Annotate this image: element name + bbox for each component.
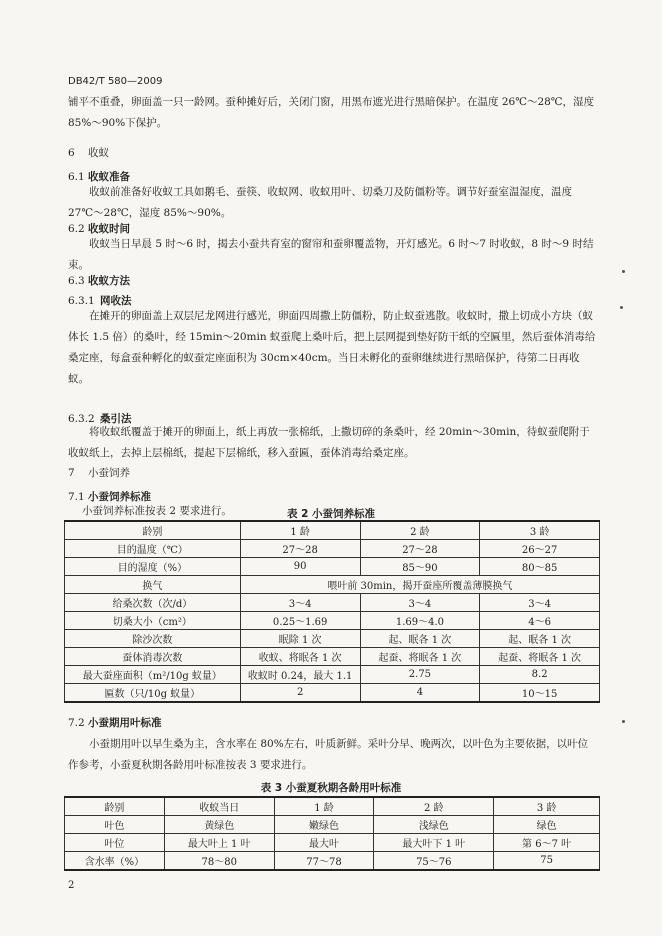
row-label: 目的温度（℃） bbox=[65, 540, 241, 558]
section-6-1-text: 收蚁前准备好收蚁工具如鹅毛、蚕筷、收蚁网、收蚁用叶、切桑刀及防僵粉等。调节好蚕室温湿度，温度 27℃～28℃，湿度 85%～90%。 bbox=[68, 186, 572, 219]
table-cell: 绿色 bbox=[494, 816, 600, 834]
intro-paragraph: 铺平不重叠，卵面盖一只一龄网。蚕种摊好后，关闭门窗，用黑布遮光进行黑暗保护。在温度 26℃～28℃，湿度 85%～90%下保护。 bbox=[68, 96, 595, 129]
section-6-2-text: 收蚁当日早晨 5 时～6 时，揭去小蚕共育室的窗帘和蚕卵覆盖物，开灯感光。6 时～7 时收蚁，8 时～9 时结束。 bbox=[68, 238, 594, 271]
table-cell: 0.25～1.69 bbox=[240, 612, 360, 630]
section-title: 网收法 bbox=[100, 295, 132, 307]
row-label: 换气 bbox=[65, 576, 241, 594]
section-title: 收蚁 bbox=[88, 147, 109, 159]
header-cell: 2 龄 bbox=[374, 797, 494, 816]
table-cell: 75～76 bbox=[374, 852, 494, 871]
table-cell: 眠除 1 次 bbox=[240, 630, 360, 648]
table-header-row bbox=[65, 521, 600, 540]
table-cell: 75 bbox=[494, 852, 600, 871]
document-id: DB42/T 580—2009 bbox=[68, 76, 163, 87]
row-label: 目的湿度（%） bbox=[65, 558, 241, 576]
table-row bbox=[65, 852, 600, 871]
table-cell: 3～4 bbox=[480, 594, 600, 612]
table-cell: 85～90 bbox=[360, 558, 480, 576]
table-cell: 起、眠各 1 次 bbox=[480, 630, 600, 648]
header-cell: 1 龄 bbox=[274, 797, 374, 816]
row-label: 含水率（%） bbox=[65, 852, 165, 871]
section-7-2-heading bbox=[68, 716, 162, 730]
header-cell: 龄别 bbox=[65, 521, 241, 540]
row-label: 叶位 bbox=[65, 834, 165, 852]
table-cell: 起、眠各 1 次 bbox=[360, 630, 480, 648]
table-cell: 最大叶下 1 叶 bbox=[374, 834, 494, 852]
row-label: 蚕体消毒次数 bbox=[65, 648, 241, 666]
table-row bbox=[65, 666, 600, 684]
table-cell: 嫩绿色 bbox=[274, 816, 374, 834]
table-row bbox=[65, 540, 600, 558]
section-number: 6 bbox=[68, 147, 75, 159]
page-number: 2 bbox=[68, 880, 75, 891]
table-2 bbox=[64, 520, 600, 703]
section-title: 收蚁方法 bbox=[88, 275, 130, 287]
table-cell: 2 bbox=[240, 684, 360, 703]
scan-speck bbox=[622, 270, 625, 273]
section-number: 6.3.2 bbox=[68, 413, 95, 425]
scan-speck bbox=[622, 720, 625, 723]
section-number: 6.3.1 bbox=[68, 295, 95, 307]
section-title: 收蚁准备 bbox=[88, 171, 130, 183]
table-cell: 1.69～4.0 bbox=[360, 612, 480, 630]
table-row bbox=[65, 630, 600, 648]
table-cell: 最大叶上 1 叶 bbox=[164, 834, 274, 852]
table-cell: 8.2 bbox=[480, 666, 600, 684]
table-cell: 3～4 bbox=[360, 594, 480, 612]
section-7-1-sentence: 小蚕饲养标准按表 2 要求进行。 bbox=[82, 505, 232, 517]
section-number: 7.2 bbox=[68, 717, 85, 729]
section-title: 小蚕饲养 bbox=[88, 467, 130, 479]
section-title: 桑引法 bbox=[100, 413, 132, 425]
table-row bbox=[65, 684, 600, 703]
section-number: 7.1 bbox=[68, 491, 85, 503]
table-cell: 26～27 bbox=[480, 540, 600, 558]
table-cell: 浅绿色 bbox=[374, 816, 494, 834]
table-cell: 10～15 bbox=[480, 684, 600, 703]
table-cell: 27～28 bbox=[240, 540, 360, 558]
header-cell: 1 龄 bbox=[240, 521, 360, 540]
table-cell: 90 bbox=[240, 558, 360, 576]
row-label: 切桑大小（cm²） bbox=[65, 612, 241, 630]
header-cell: 2 龄 bbox=[360, 521, 480, 540]
row-label: 叶色 bbox=[65, 816, 165, 834]
table-3-caption: 表 3 小蚕夏秋期各龄用叶标准 bbox=[260, 782, 402, 794]
table-cell: 收蚁、将眠各 1 次 bbox=[240, 648, 360, 666]
section-7-2-text: 小蚕期用叶以早生桑为主，含水率在 80%左右，叶质新鲜。采叶分早、晚两次，以叶色为主要依据，以叶位作参考，小蚕夏秋期各龄用叶标准按表 3 要求进行。 bbox=[68, 738, 589, 771]
section-number: 7 bbox=[68, 467, 75, 479]
header-cell: 3 龄 bbox=[494, 797, 600, 816]
table-cell: 第 6～7 叶 bbox=[494, 834, 600, 852]
table-cell: 3～4 bbox=[240, 594, 360, 612]
table-cell: 78～80 bbox=[164, 852, 274, 871]
section-number: 6.3 bbox=[68, 275, 85, 287]
table-header-row bbox=[65, 797, 600, 816]
table-cell: 2.75 bbox=[360, 666, 480, 684]
row-label: 最大蚕座面积（m²/10g 蚁量） bbox=[65, 666, 241, 684]
table-cell: 最大叶 bbox=[274, 834, 374, 852]
section-number: 6.1 bbox=[68, 171, 85, 183]
table-cell: 4～6 bbox=[480, 612, 600, 630]
table-cell: 27～28 bbox=[360, 540, 480, 558]
table-cell: 黄绿色 bbox=[164, 816, 274, 834]
scan-speck bbox=[620, 306, 623, 309]
table-cell: 80～85 bbox=[480, 558, 600, 576]
table-cell-merged: 喂叶前 30min，揭开蚕座所覆盖薄膜换气 bbox=[240, 576, 599, 594]
row-label: 匾数（只/10g 蚁量） bbox=[65, 684, 241, 703]
table-row bbox=[65, 558, 600, 576]
section-title: 小蚕期用叶标准 bbox=[88, 717, 162, 729]
section-title: 收蚁时间 bbox=[88, 223, 130, 235]
table-cell: 起蚕、将眠各 1 次 bbox=[360, 648, 480, 666]
header-cell: 收蚁当日 bbox=[164, 797, 274, 816]
section-6-3-2-text: 将收蚁纸覆盖于摊开的卵面上，纸上再放一张棉纸，上撒切碎的条桑叶，经 20min～30min，待蚁蚕爬附于收蚁纸上，去掉上层棉纸，提起下层棉纸，移入蚕匾，蚕体消毒给桑定座。 bbox=[68, 426, 590, 459]
table-cell: 4 bbox=[360, 684, 480, 703]
section-6-3-1-text: 在摊开的卵面盖上双层尼龙网进行感光，卵面四周撒上防僵粉，防止蚁蚕逃散。收蚁时，撒上切成小方块（蚁体长 1.5 倍）的桑叶，经 15min～20min 蚁蚕爬上桑叶后，把上层网提到垫好防干纸的空匾里，然后蚕体消毒给桑定座，每盒蚕种孵化的蚁蚕定座面积为 30cm×40cm。当日未孵化的蚕卵继续进行黑暗保护，待第二日再收蚁。 bbox=[68, 310, 596, 385]
table-row bbox=[65, 648, 600, 666]
header-cell: 龄别 bbox=[65, 797, 165, 816]
table-3 bbox=[64, 796, 600, 871]
table-2-caption: 表 2 小蚕饲养标准 bbox=[286, 508, 376, 520]
section-number: 6.2 bbox=[68, 223, 85, 235]
section-6-heading bbox=[68, 146, 109, 160]
row-label: 除沙次数 bbox=[65, 630, 241, 648]
table-cell: 起蚕、将眠各 1 次 bbox=[480, 648, 600, 666]
table-row bbox=[65, 834, 600, 852]
table-row bbox=[65, 576, 600, 594]
section-title: 小蚕饲养标准 bbox=[88, 491, 151, 503]
section-6-3-heading bbox=[68, 274, 130, 288]
row-label: 给桑次数（次/d） bbox=[65, 594, 241, 612]
table-row bbox=[65, 594, 600, 612]
header-cell: 3 龄 bbox=[480, 521, 600, 540]
table-cell: 收蚁时 0.24，最大 1.1 bbox=[240, 666, 360, 684]
table-row bbox=[65, 612, 600, 630]
table-cell: 77～78 bbox=[274, 852, 374, 871]
section-7-heading bbox=[68, 466, 130, 480]
table-row bbox=[65, 816, 600, 834]
